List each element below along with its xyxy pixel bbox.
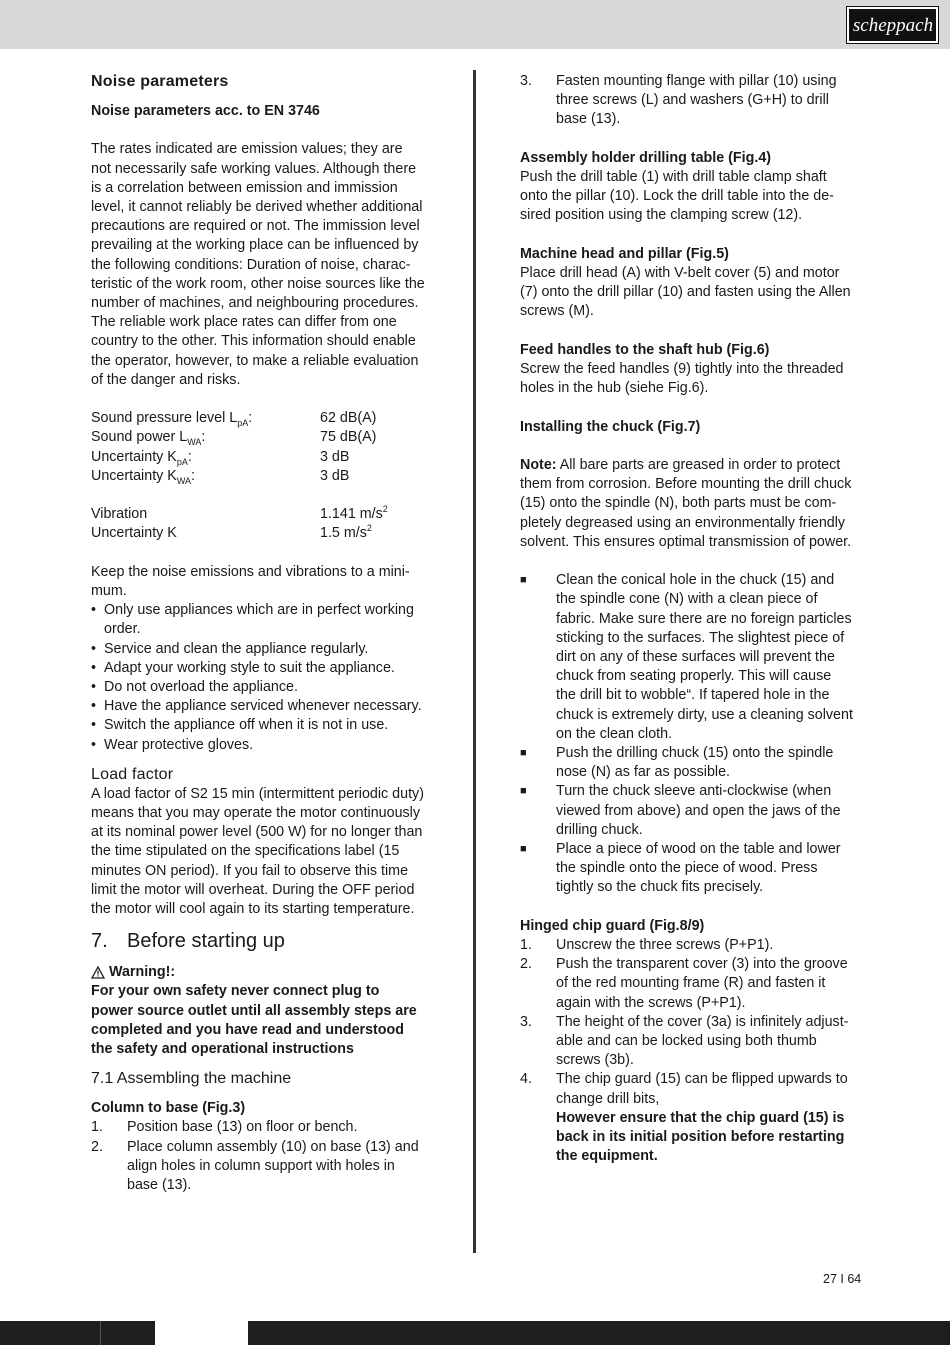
- column-divider: [473, 70, 476, 1253]
- guard-step: [520, 1070, 865, 1108]
- note-label: Note:: [520, 456, 557, 473]
- column-step: [520, 72, 865, 130]
- load-factor-title: Load factor: [91, 765, 174, 783]
- column-step-line: Fasten mounting flange with pillar (10) using: [556, 73, 837, 89]
- chuck-title: Installing the chuck (Fig.7): [520, 418, 701, 435]
- column-step-line: base (13).: [556, 111, 621, 128]
- chuck-step: [520, 744, 865, 782]
- guard-step-line: The chip guard (15) can be flipped upwards to: [556, 1071, 848, 1088]
- guard-step-line: able and can be locked using both thumb: [556, 1033, 817, 1050]
- vibration-label: Uncertainty K: [91, 525, 177, 542]
- chuck-step-line: drilling chuck.: [556, 821, 643, 838]
- spec-label: Uncertainty $K_{pA}$:: [91, 448, 192, 467]
- column-step-line: base (13).: [127, 1177, 192, 1194]
- bullet-item-line: Have the appliance serviced whenever necessary.: [104, 698, 422, 715]
- bullet-item-text: [104, 697, 422, 716]
- chuck-step-line: the spindle cone (N) with a clean piece of: [556, 591, 818, 608]
- spec-label-subscript: pA: [176, 456, 188, 467]
- chuck-step-marker: ■: [520, 574, 527, 587]
- warning-title: Warning!:: [109, 964, 176, 981]
- guard-step-text: [556, 955, 848, 1013]
- spec-row: [91, 428, 441, 447]
- chuck-step-line: nose (N) as far as possible.: [556, 764, 731, 781]
- bullet-item: [91, 601, 441, 639]
- load-factor-paragraph-line: minutes ON period). If you fail to observe this time: [91, 862, 409, 879]
- column-step-marker: 3.: [520, 73, 532, 89]
- spec-label: Sound pressure level $L_{pA}$:: [91, 410, 253, 429]
- chuck-step-line: tightly so the chuck fits precisely.: [556, 879, 764, 896]
- chuck-step-line: chuck is extremely dirty, use a cleaning solvent: [556, 706, 853, 723]
- column-step-line: align holes in column support with holes in: [127, 1157, 395, 1174]
- spec-row: [91, 467, 441, 486]
- noise-paragraph-line: level, it cannot reliably be derived whether additional: [91, 199, 423, 215]
- chuck-step-line: sticking to the surfaces. The slightest piece of: [556, 629, 845, 646]
- noise-title: Noise parameters: [91, 73, 229, 90]
- noise-paragraph-line: the operator, however, to make a reliable evaluation: [91, 352, 419, 369]
- keep-paragraph: [91, 563, 441, 601]
- guard-step-marker: 3.: [520, 1013, 532, 1030]
- guard-title: Hinged chip guard (Fig.8/9): [520, 917, 705, 934]
- chuck-step: [520, 571, 865, 744]
- note-paragraph-line: (15) onto the spindle (N), both parts must be com-: [520, 495, 837, 512]
- chuck-step-marker: ■: [520, 785, 527, 798]
- guard-step-line: of the red mounting frame (R) and fasten it: [556, 975, 826, 992]
- noise-paragraph-line: the following conditions: Duration of noise, charac-: [91, 256, 411, 273]
- load-factor-paragraph: [91, 785, 441, 919]
- chuck-step-line: Turn the chuck sleeve anti-clockwise (when: [556, 783, 832, 800]
- vibration-label: Vibration: [91, 506, 148, 523]
- column-step-text: [127, 1118, 357, 1137]
- column-step-line: Place column assembly (10) on base (13) and: [127, 1138, 419, 1155]
- chuck-step-text: [556, 571, 853, 744]
- load-factor-paragraph-line: at its nominal power level (500 W) for no longer than: [91, 824, 423, 841]
- noise-paragraph-line: not necessarily safe working values. Although there: [91, 160, 417, 177]
- spec-label-subscript: WA: [187, 437, 202, 448]
- guard-step-marker: 4.: [520, 1071, 532, 1088]
- warning-text-line: power source outlet until all assembly steps are: [91, 1002, 417, 1019]
- column-base-title: Column to base (Fig.3): [91, 1100, 246, 1117]
- head-paragraph-line: screws (M).: [520, 303, 594, 320]
- spec-label: Sound power $L_{WA}$:: [91, 429, 206, 448]
- page-number: 27 I 64: [823, 1272, 862, 1286]
- guard-step-marker: 1.: [520, 937, 532, 954]
- brand-logo-text: scheppach: [852, 15, 933, 36]
- spec-label: Uncertainty $K_{WA}$:: [91, 467, 195, 486]
- spec-value: 3 dB: [320, 448, 350, 465]
- head-paragraph: [520, 264, 865, 322]
- guard-warning: [556, 1109, 865, 1167]
- column-step-line: three screws (L) and washers (G+H) to drill: [556, 92, 829, 109]
- column-step-text: [556, 72, 837, 130]
- bullet-item-text: [104, 601, 414, 639]
- guard-step-line: Unscrew the three screws (P+P1).: [556, 937, 774, 954]
- guard-step: [520, 955, 865, 1013]
- column-step: [91, 1118, 441, 1137]
- bullet-item-marker: •: [91, 602, 97, 619]
- column-step: [91, 1138, 441, 1196]
- noise-paragraph: [91, 140, 441, 390]
- guard-step-line: The height of the cover (3a) is infinitely adjust-: [556, 1013, 849, 1030]
- guard-step-text: [556, 936, 773, 955]
- bullet-item: [91, 659, 441, 678]
- chuck-step-line: on the clean cloth.: [556, 725, 673, 742]
- note-paragraph-line: pletely degreased using an environmentally friendly: [520, 514, 846, 531]
- spec-value: 3 dB: [320, 467, 350, 484]
- spec-value: 62 dB(A): [320, 410, 377, 427]
- noise-paragraph-line: prevailing at the working place can be influenced by: [91, 237, 419, 254]
- chuck-step-line: dirt on any of these surfaces will prevent the: [556, 649, 835, 665]
- note-paragraph-line: solvent. This ensures optimal transmission of power.: [520, 533, 852, 550]
- load-factor-paragraph-line: means that you may operate the motor continuously: [91, 805, 421, 822]
- spec-label-subscript: WA: [176, 475, 191, 486]
- chuck-step-marker: ■: [520, 747, 527, 760]
- spec-value: 75 dB(A): [320, 429, 377, 446]
- page-header-bar: [0, 0, 950, 49]
- chuck-step: [520, 782, 865, 840]
- head-paragraph-line: (7) onto the drill pillar (10) and fasten using the Allen: [520, 284, 851, 301]
- load-factor-paragraph-line: A load factor of S2 15 min (intermittent periodic duty): [91, 785, 424, 802]
- right-column: [520, 72, 865, 1166]
- note-paragraph-line: Note: All bare parts are greased in order to protect: [520, 456, 841, 473]
- guard-step-marker: 2.: [520, 956, 532, 973]
- feed-paragraph: [520, 360, 865, 398]
- feed-title: Feed handles to the shaft hub (Fig.6): [520, 341, 770, 358]
- spec-row: [91, 448, 441, 467]
- guard-step-line: Push the transparent cover (3) into the groove: [556, 956, 848, 973]
- guard-step-line: change drill bits,: [556, 1090, 660, 1107]
- chuck-step-line: the drill bit to wobble“. If tapered hole in the: [556, 687, 830, 704]
- load-factor-paragraph-line: limit the motor will overheat. During the OFF period: [91, 881, 415, 898]
- guard-step-text: [556, 1013, 848, 1071]
- chuck-step-line: Push the drilling chuck (15) onto the spindle: [556, 745, 834, 762]
- assemble-title: 7.1 Assembling the machine: [91, 1070, 292, 1088]
- noise-paragraph-line: The rates indicated are emission values; they are: [91, 141, 403, 158]
- vibration-row: [91, 524, 441, 543]
- bullet-item-marker: •: [91, 736, 97, 753]
- head-paragraph-line: Place drill head (A) with V-belt cover (5) and motor: [520, 265, 840, 281]
- footer-gap: [155, 1321, 248, 1345]
- brand-logo: [847, 7, 938, 43]
- noise-paragraph-line: country to the other. This information should enable: [91, 333, 416, 350]
- bullet-item-marker: •: [91, 659, 97, 676]
- chuck-step: [520, 840, 865, 898]
- vibration-specs: [91, 505, 441, 543]
- guard-warning-line: back in its initial position before restarting: [556, 1129, 845, 1146]
- bullet-item-line: Adapt your working style to suit the appliance.: [104, 659, 395, 676]
- load-factor-paragraph-line: the time stipulated on the specifications label (15: [91, 843, 400, 860]
- guard-step-line: again with the screws (P+P1).: [556, 994, 746, 1011]
- bullet-item-text: [104, 716, 388, 735]
- bullet-item-line: Wear protective gloves.: [104, 736, 254, 753]
- warning-text-line: For your own safety never connect plug to: [91, 983, 380, 1000]
- guard-step: [520, 936, 865, 955]
- guard-steps-list: [520, 936, 865, 1109]
- spec-row: [91, 409, 441, 428]
- chuck-step-line: Place a piece of wood on the table and lower: [556, 841, 841, 858]
- chuck-step-line: the spindle onto the piece of wood. Press: [556, 860, 818, 877]
- holder-paragraph: [520, 168, 865, 226]
- bullet-item: [91, 697, 441, 716]
- chuck-step-text: [556, 840, 841, 898]
- bullet-item-marker: •: [91, 717, 97, 734]
- noise-subtitle: Noise parameters acc. to EN 3746: [91, 103, 320, 119]
- safety-bullet-list: [91, 601, 441, 755]
- vibration-row: [91, 505, 441, 524]
- bullet-item: [91, 640, 441, 659]
- column-step-marker: 1.: [91, 1119, 103, 1136]
- warning-text-line: the safety and operational instructions: [91, 1041, 354, 1058]
- noise-paragraph-line: teristic of the work room, other noise sources like the: [91, 275, 425, 292]
- chapter-title: Before starting up: [127, 930, 285, 953]
- column-steps-list: [91, 1118, 441, 1195]
- chapter-heading: [91, 929, 441, 953]
- chapter-number: 7.: [91, 930, 108, 953]
- note-paragraph: [520, 456, 865, 552]
- vibration-unit-superscript: 2: [366, 523, 372, 534]
- vibration-value: 1.5 $m/s^2$: [320, 523, 372, 542]
- feed-paragraph-line: Screw the feed handles (9) tightly into the threaded: [520, 361, 844, 377]
- bullet-item-line: Switch the appliance off when it is not in use.: [104, 717, 389, 734]
- bullet-item: [91, 736, 441, 755]
- bullet-item-marker: •: [91, 679, 97, 696]
- chuck-step-text: [556, 744, 833, 782]
- column-step-line: Position base (13) on floor or bench.: [127, 1119, 358, 1136]
- load-factor-paragraph-line: the motor will cool again to its starting temperature.: [91, 901, 415, 918]
- bullet-item-text: [104, 640, 368, 659]
- guard-warning-line: However ensure that the chip guard (15) is: [556, 1109, 845, 1126]
- noise-paragraph-line: precautions are required or not. The immission level: [91, 218, 420, 235]
- keep-paragraph-line: mum.: [91, 583, 127, 600]
- holder-title: Assembly holder drilling table (Fig.4): [520, 149, 772, 166]
- bullet-item-text: [104, 736, 253, 755]
- chuck-step-line: fabric. Make sure there are no foreign particles: [556, 610, 852, 627]
- column-step-marker: 2.: [91, 1138, 103, 1155]
- holder-paragraph-line: Push the drill table (1) with drill table clamp shaft: [520, 169, 827, 185]
- holder-paragraph-line: onto the pillar (10). Lock the drill table into the de-: [520, 188, 834, 205]
- vibration-unit-superscript: 2: [382, 504, 388, 515]
- warning-triangle-icon: [91, 966, 105, 979]
- guard-warning-line: the equipment.: [556, 1148, 658, 1165]
- warning-heading: [91, 963, 441, 982]
- footer-tick: [100, 1321, 101, 1345]
- bullet-item-marker: •: [91, 698, 97, 715]
- noise-specs: [91, 409, 441, 486]
- bullet-item-text: [104, 659, 395, 678]
- feed-paragraph-line: holes in the hub (siehe Fig.6).: [520, 380, 709, 397]
- column-step-3: [520, 72, 865, 130]
- chuck-step-line: Clean the conical hole in the chuck (15) and: [556, 572, 835, 589]
- bullet-item: [91, 716, 441, 735]
- bullet-item-line: Only use appliances which are in perfect working: [104, 602, 414, 619]
- bullet-item-line: Do not overload the appliance.: [104, 679, 298, 696]
- column-step-text: [127, 1138, 419, 1196]
- bullet-item-marker: •: [91, 640, 97, 657]
- warning-text-line: completed and you have read and understood: [91, 1021, 404, 1038]
- bullet-item-line: order.: [104, 621, 141, 638]
- spec-label-subscript: pA: [237, 418, 249, 429]
- noise-paragraph-line: The reliable work place rates can differ from one: [91, 314, 397, 331]
- bullet-item: [91, 678, 441, 697]
- chuck-steps-list: [520, 571, 865, 897]
- bullet-item-line: Service and clean the appliance regularly.: [104, 640, 369, 657]
- head-title: Machine head and pillar (Fig.5): [520, 245, 729, 262]
- chuck-step-line: chuck from seating properly. This will cause: [556, 668, 832, 685]
- chuck-step-marker: ■: [520, 843, 527, 856]
- bullet-item-text: [104, 678, 298, 697]
- warning-text: [91, 982, 441, 1059]
- guard-step: [520, 1013, 865, 1071]
- guard-step-line: screws (3b).: [556, 1052, 634, 1069]
- page-footer-bar: [0, 1321, 950, 1345]
- vibration-value: 1.141 $m/s^2$: [320, 504, 388, 523]
- left-column: [91, 72, 441, 1195]
- holder-paragraph-line: sired position using the clamping screw (12).: [520, 207, 803, 224]
- chuck-step-text: [556, 782, 841, 840]
- note-paragraph-line: them from corrosion. Before mounting the drill chuck: [520, 476, 852, 493]
- keep-paragraph-line: Keep the noise emissions and vibrations to a mini-: [91, 563, 410, 580]
- guard-step-text: [556, 1070, 848, 1108]
- noise-paragraph-line: number of machines, and neighbouring procedures.: [91, 295, 419, 312]
- noise-paragraph-line: of the danger and risks.: [91, 371, 241, 388]
- noise-paragraph-line: is a correlation between emission and immission: [91, 179, 398, 196]
- chuck-step-line: viewed from above) and open the jaws of the: [556, 802, 841, 819]
